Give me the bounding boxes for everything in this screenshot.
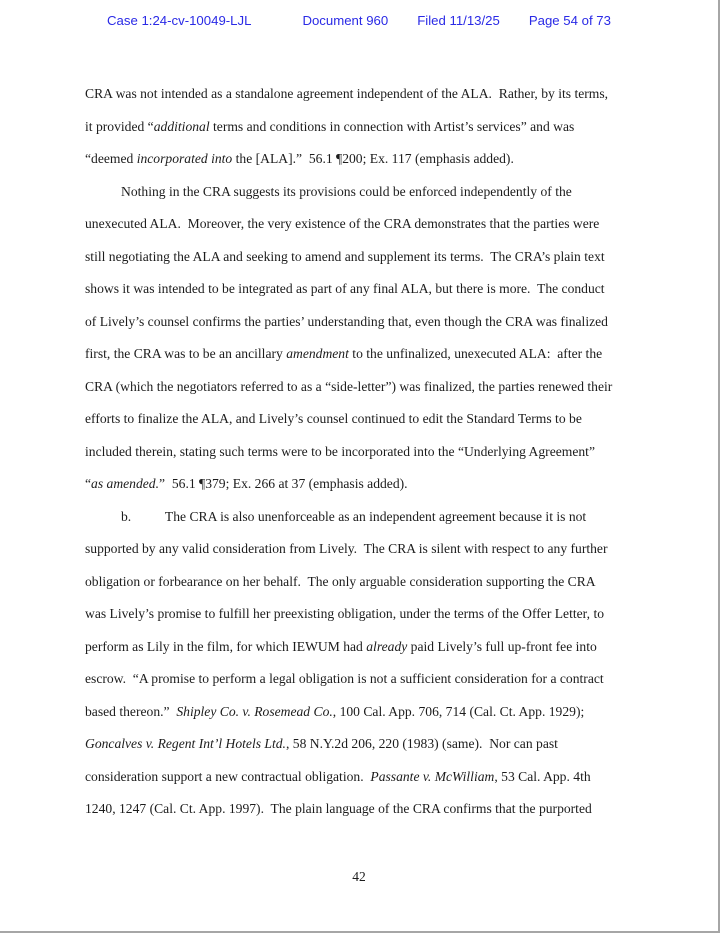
text-line: was Lively’s promise to fulfill her preexisting obligation, under the terms of the Offer Letter, to [85, 606, 605, 621]
text-line: included therein, stating such terms were to be incorporated into the “Underlying Agreement” [85, 443, 595, 459]
text-line: consideration support a new contractual obligation. Passante v. McWilliam, 53 Cal. App. 4th [85, 768, 591, 784]
text-line: obligation or forbearance on her behalf. The only arguable consideration supporting the CRA [85, 573, 596, 589]
text-line: it provided “additional terms and conditions in connection with Artist’s services” and was [85, 118, 575, 134]
text-line: Nothing in the CRA suggests its provisions could be enforced independently of the [121, 183, 572, 199]
text-line: unexecuted ALA. Moreover, the very existence of the CRA demonstrates that the parties were [85, 216, 600, 231]
page-number-footer [0, 868, 718, 886]
page-indicator: Page 54 of 73 [528, 13, 611, 28]
text-line: 1240, 1247 (Cal. Ct. App. 1997). The plain language of the CRA confirms that the purported [85, 801, 592, 816]
text-line: “deemed incorporated into the [ALA].” 56.1 ¶200; Ex. 117 (emphasis added). [85, 151, 514, 166]
text-line: perform as Lily in the film, for which IEWUM had already paid Lively’s full up-front fee into [85, 638, 597, 654]
document-number: Document 960 [302, 13, 389, 28]
page-number: 42 [352, 869, 366, 884]
text-line: efforts to finalize the ALA, and Lively’s counsel continued to edit the Standard Terms to be [85, 411, 582, 426]
case-header [0, 13, 718, 28]
text-line: “as amended.” 56.1 ¶379; Ex. 266 at 37 (emphasis added). [85, 476, 408, 491]
text-line: escrow. “A promise to perform a legal obligation is not a sufficient consideration for a contract [85, 671, 604, 686]
text-line: CRA was not intended as a standalone agreement independent of the ALA. Rather, by its terms, [85, 86, 609, 101]
text-line: still negotiating the ALA and seeking to amend and supplement its terms. The CRA’s plain text [85, 248, 605, 264]
text-line: based thereon.” Shipley Co. v. Rosemead Co., 100 Cal. App. 706, 714 (Cal. Ct. App. 1929); [85, 703, 585, 719]
text-line: Goncalves v. Regent Int’l Hotels Ltd., 58 N.Y.2d 206, 220 (1983) (same). Nor can past [85, 736, 558, 751]
text-line: shows it was intended to be integrated as part of any final ALA, but there is more. The conduct [85, 281, 605, 296]
case-number: Case 1:24-cv-10049-LJL [107, 13, 252, 28]
document-body [85, 78, 637, 826]
text-line: first, the CRA was to be an ancillary amendment to the unfinalized, unexecuted ALA: after the [85, 346, 603, 361]
text-line: of Lively’s counsel confirms the parties’ understanding that, even though the CRA was finalized [85, 313, 608, 329]
text-line: CRA (which the negotiators referred to as a “side-letter”) was finalized, the parties renewed their [85, 378, 613, 394]
filed-date: Filed 11/13/25 [417, 13, 500, 28]
text-line: supported by any valid consideration from Lively. The CRA is silent with respect to any further [85, 541, 608, 556]
text-line: b. The CRA is also unenforceable as an independent agreement because it is not [121, 508, 587, 524]
